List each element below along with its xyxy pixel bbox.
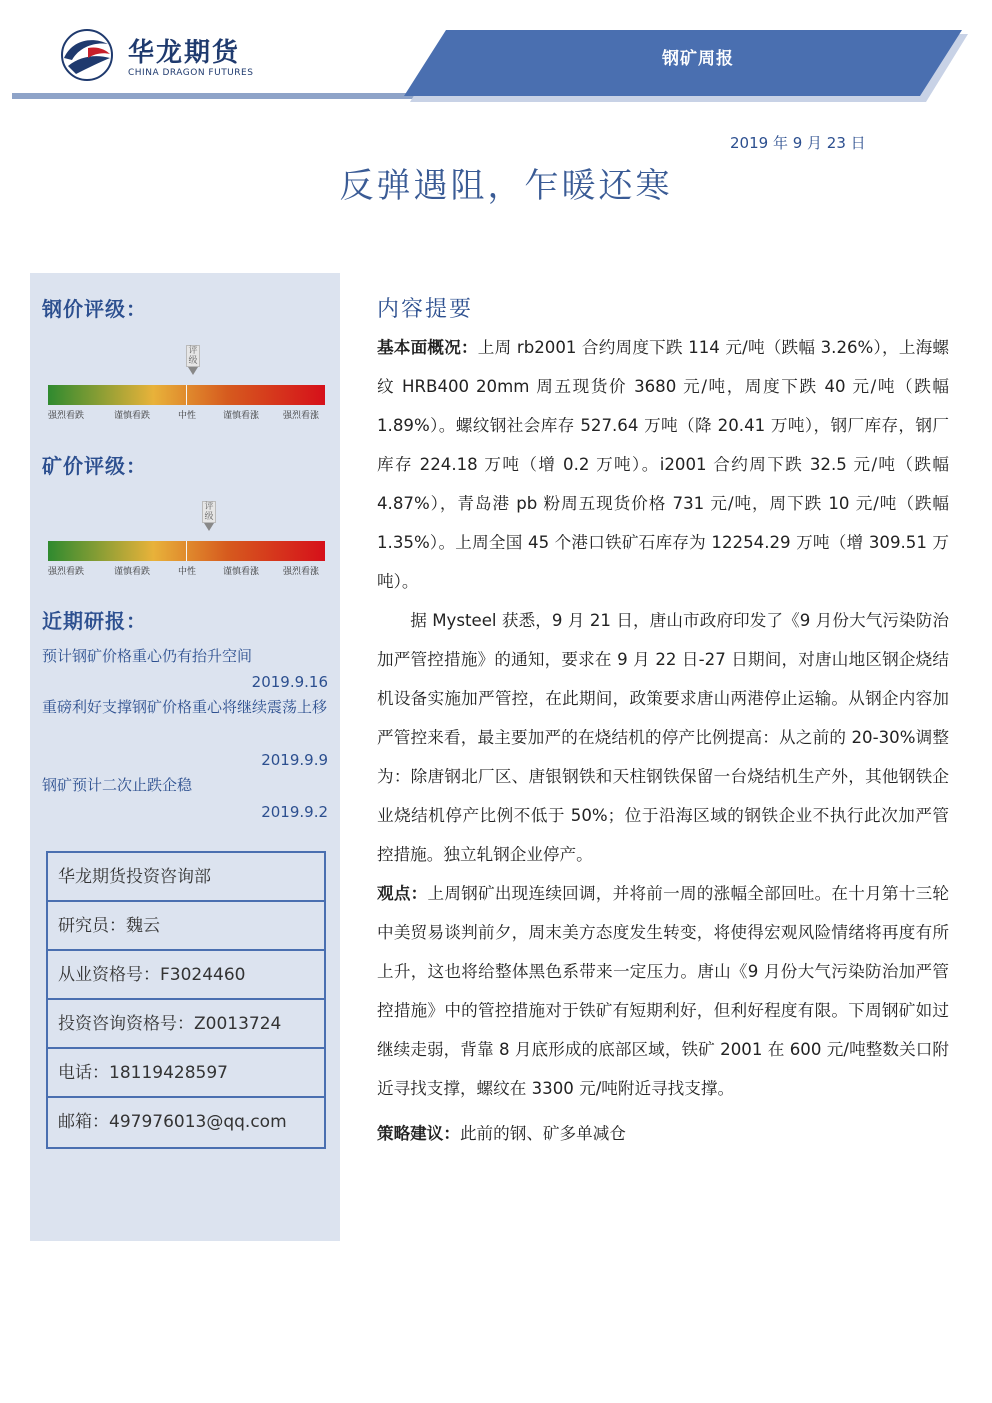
rating-marker-label: 评级 (186, 345, 200, 367)
contact-phone[interactable]: 电话：18119428597 (48, 1049, 324, 1098)
summary-body (377, 328, 949, 1153)
strategy-lead: 策略建议： (377, 1124, 460, 1143)
dragon-logo-icon (58, 28, 116, 82)
scale-label: 谨慎看跌 (114, 567, 151, 577)
contact-email[interactable]: 邮箱：497976013@qq.com (58, 1112, 287, 1132)
steel-rating-gauge (48, 385, 325, 405)
scale-label: 强烈看跌 (48, 411, 85, 421)
policy-paragraph: 据 Mysteel 获悉，9 月 21 日，唐山市政府印发了《9 月份大气污染防治加严管控措施》的通知，要求在 9 月 22 日-27 日期间，对唐山地区钢企烧结机设备实施加严管控，在此期间，政策要求唐山两港停止运输。从钢企内容加严管控来看，最主要加严的在烧结机的停产比例提高：从之前的 20-30%调整为：除唐钢北厂区、唐银钢铁和天柱钢铁保留一台烧结机生产外，其他钢铁企业烧结机停产比例不低于 50%；位于沿海区域的钢铁企业不执行此次加严管控措施。独立轧钢企业停产。 (377, 611, 949, 864)
fundamentals-lead: 基本面概况： (377, 338, 478, 357)
steel-rating-title: 钢价评级： (42, 297, 147, 321)
rating-marker-label: 评级 (202, 501, 216, 523)
sidebar (30, 273, 340, 1241)
scale-label: 谨慎看跌 (114, 411, 151, 421)
scale-label: 强烈看涨 (283, 567, 320, 577)
scale-label: 谨慎看涨 (223, 567, 260, 577)
page-title: 反弹遇阻，乍暖还寒 (339, 166, 673, 206)
view-paragraph (377, 874, 949, 1108)
recent-reports-title: 近期研报： (42, 609, 147, 633)
fundamentals-paragraph (377, 328, 949, 601)
scale-label: 强烈看涨 (283, 411, 320, 421)
contact-table (46, 851, 326, 1149)
report-link[interactable]: 预计钢矿价格重心仍有抬升空间 (42, 647, 253, 665)
arrow-down-icon (204, 523, 214, 531)
steel-rating-marker (186, 345, 200, 375)
contact-advisory-license: 投资咨询资格号：Z0013724 (48, 1000, 324, 1049)
fundamentals-text: 上周 rb2001 合约周度下跌 114 元/吨（跌幅 3.26%），上海螺纹 HRB400 20mm 周五现货价 3680 元/吨，周度下跌 40 元/吨（跌幅 1.89%）。螺纹钢社会库存 527.64 万吨（降 20.41 万吨），钢厂库存，钢厂库存 224.18 万吨（增 0.2 万吨）。i2001 合约周下跌 32.5 元/吨（跌幅 4.87%），青岛港 pb 粉周五现货价格 731 元/吨，周下跌 10 元/吨（跌幅 1.35%）。上周全国 45 个港口铁矿石库存为 12254.29 万吨（增 309.51 万吨）。 (377, 338, 950, 591)
contact-department: 华龙期货投资咨询部 (48, 853, 324, 902)
scale-label: 中性 (178, 411, 197, 421)
summary-title: 内容提要 (377, 297, 474, 322)
logo-english-name: CHINA DRAGON FUTURES (128, 68, 254, 78)
ore-rating-marker (202, 501, 216, 531)
ore-rating-title: 矿价评级： (42, 454, 147, 478)
strategy-paragraph (377, 1114, 949, 1153)
report-date: 2019 年 9 月 23 日 (730, 134, 866, 152)
strategy-text: 此前的钢、矿多单减仓 (459, 1124, 626, 1143)
logo-chinese-name: 华龙期货 (128, 38, 241, 68)
contact-license: 从业资格号：F3024460 (48, 951, 324, 1000)
steel-gauge-labels (48, 408, 325, 422)
ore-gauge-labels (48, 564, 325, 578)
company-logo (58, 26, 258, 86)
gauge-midline (186, 541, 187, 561)
report-link[interactable]: 钢矿预计二次止跌企稳 (42, 776, 193, 794)
report-date: 2019.9.16 (251, 673, 328, 691)
view-lead: 观点： (377, 884, 428, 903)
view-text: 上周钢矿出现连续回调，并将前一周的涨幅全部回吐。在十月第十三轮中美贸易谈判前夕，周末美方态度发生转变，将使得宏观风险情绪将再度有所上升，这也将给整体黑色系带来一定压力。唐山《9 月份大气污染防治加严管控措施》中的管控措施对于铁矿有短期利好，但利好程度有限。下周钢矿如过继续走弱，背靠 8 月底形成的底部区域，铁矿 2001 在 600 元/吨整数关口附近寻找支撑，螺纹在 3300 元/吨附近寻找支撑。 (377, 884, 950, 1098)
gauge-midline (186, 385, 187, 405)
banner-label: 钢矿周报 (662, 49, 734, 69)
scale-label: 中性 (178, 567, 197, 577)
ore-rating-gauge (48, 541, 325, 561)
report-date: 2019.9.9 (261, 751, 328, 769)
arrow-down-icon (188, 367, 198, 375)
scale-label: 强烈看跌 (48, 567, 85, 577)
report-date: 2019.9.2 (261, 803, 328, 821)
report-link[interactable]: 重磅利好支撑钢矿价格重心将继续震荡上移 (42, 698, 328, 716)
scale-label: 谨慎看涨 (223, 411, 260, 421)
contact-researcher: 研究员：魏云 (48, 902, 324, 951)
header-rule (12, 93, 452, 99)
